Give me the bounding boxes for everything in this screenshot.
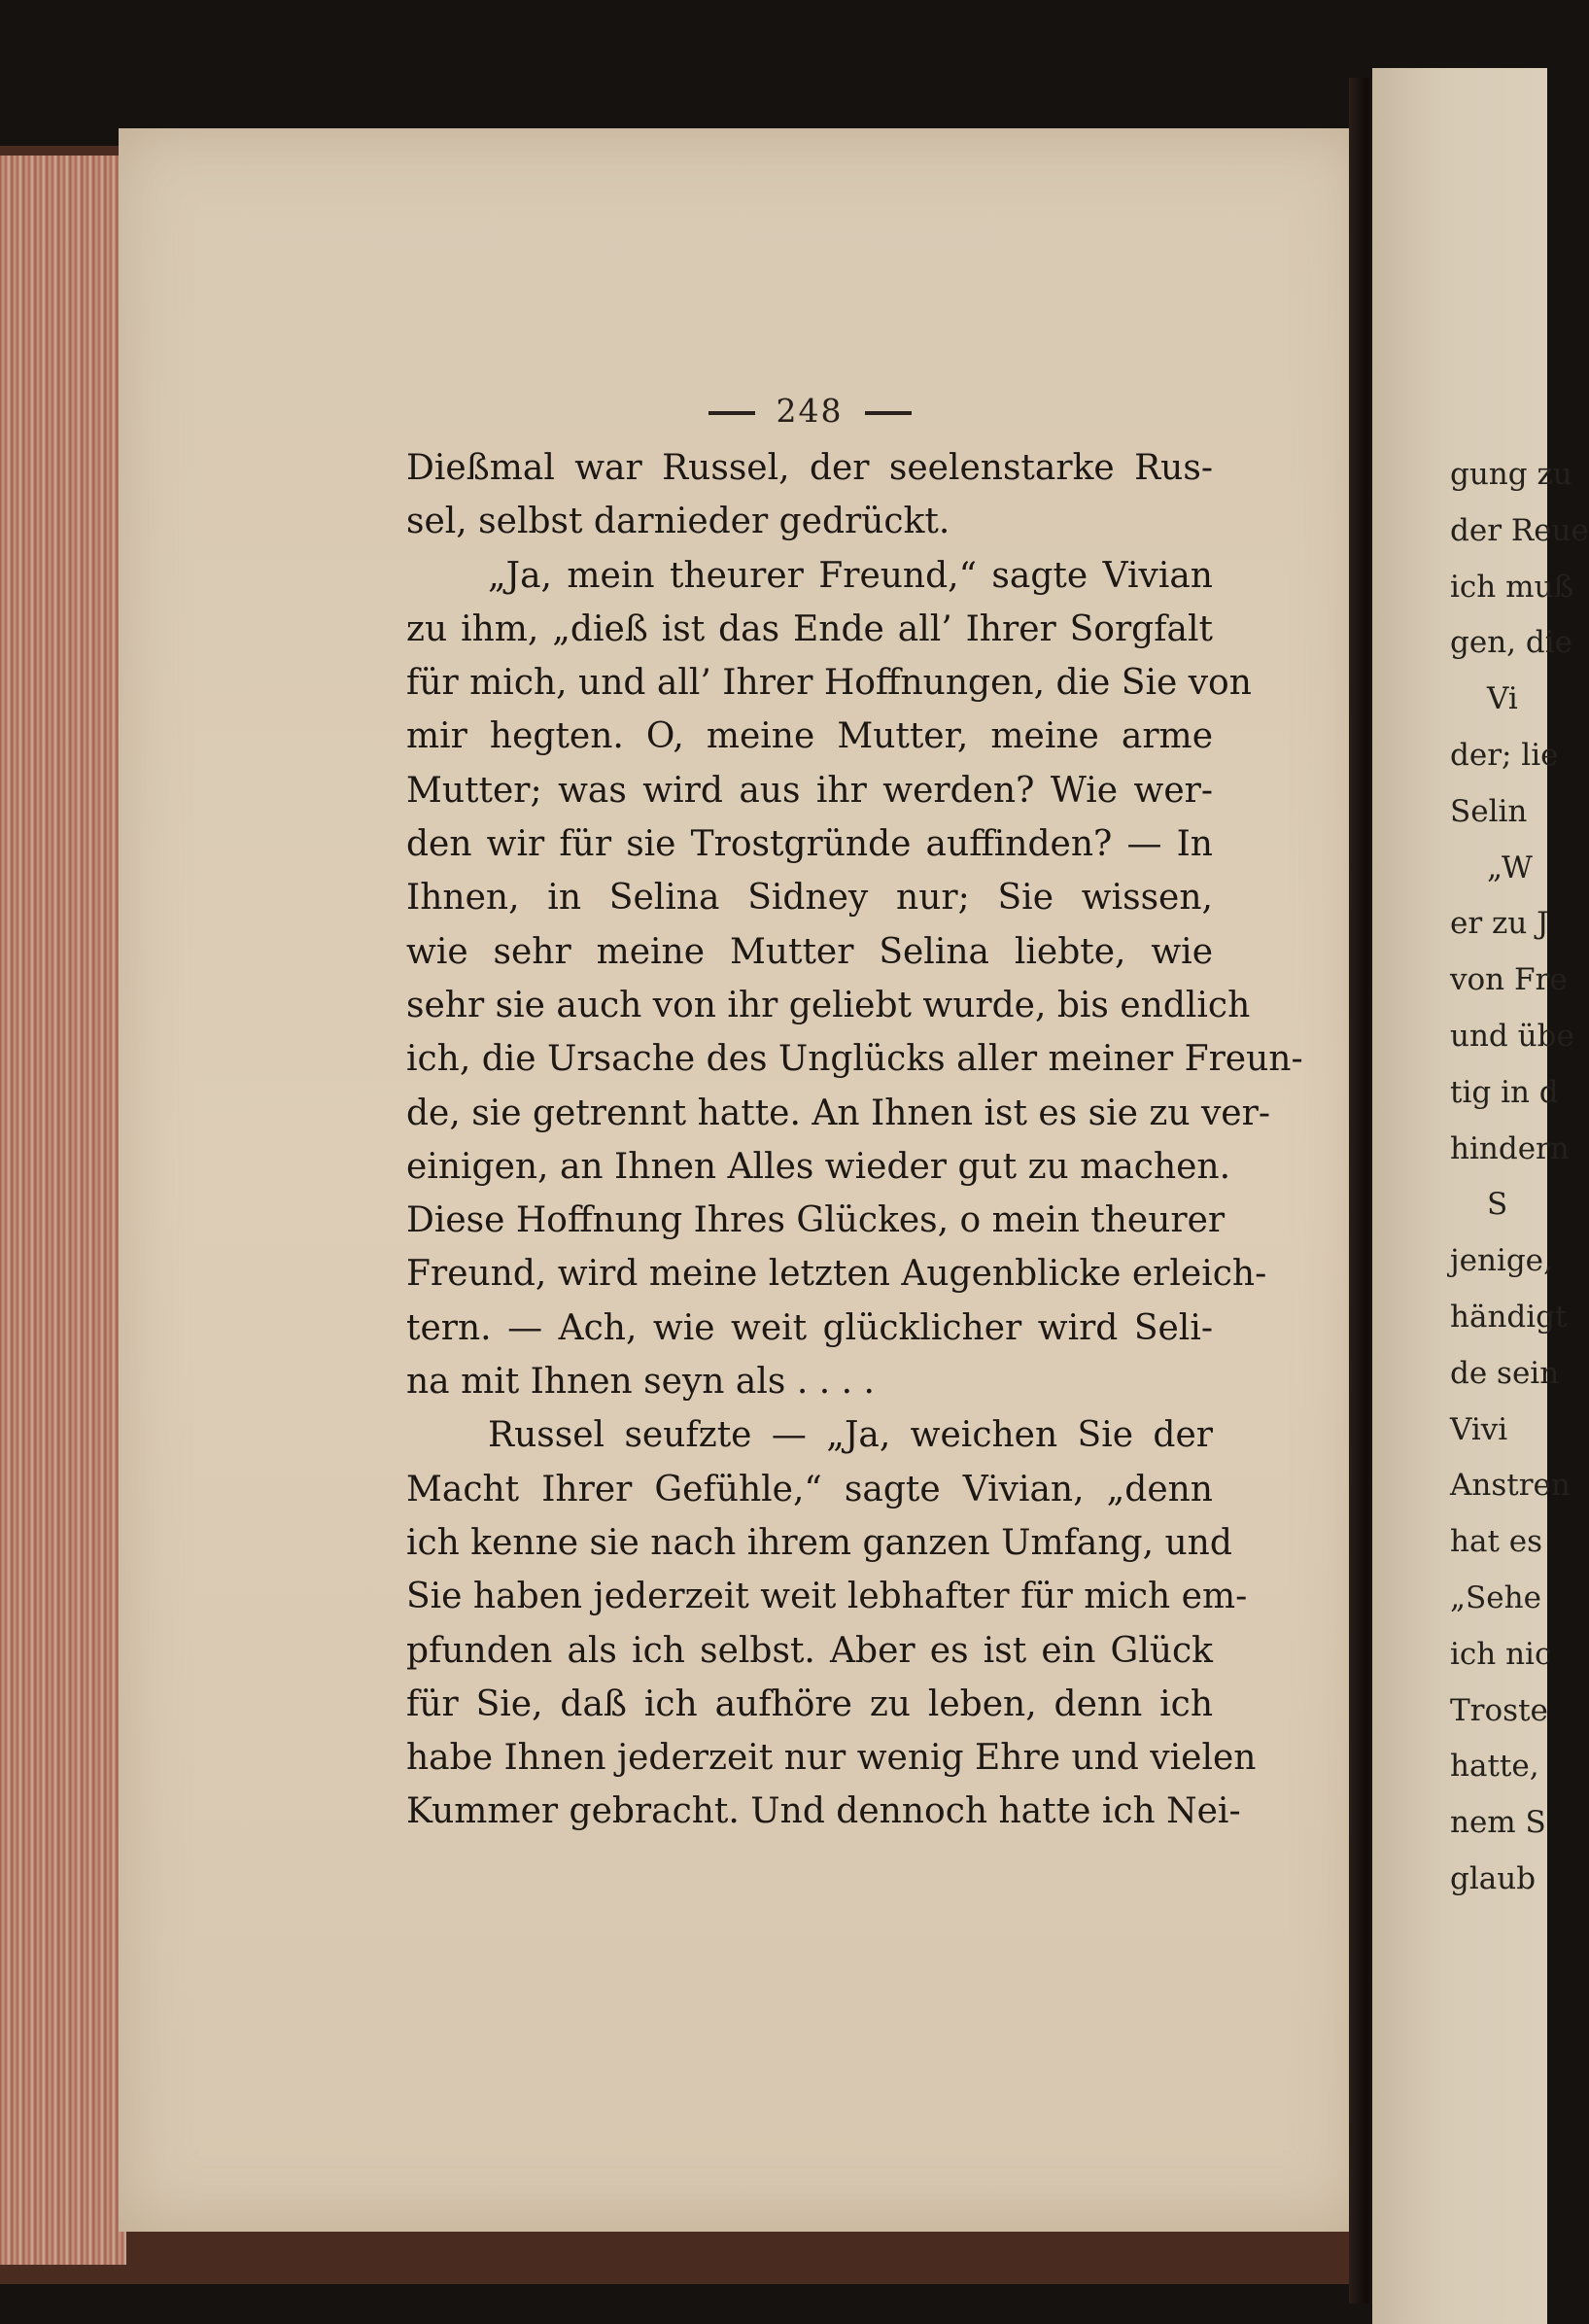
text-line: Freund, wird meine letzten Augenblicke erleich- xyxy=(406,1254,1267,1295)
text-fragment: nem S xyxy=(1450,1805,1546,1841)
text-line: de, sie getrennt hatte. An Ihnen ist es sie zu ver- xyxy=(406,1093,1270,1133)
page-edges xyxy=(0,156,126,2265)
text-fragment: Anstren xyxy=(1450,1468,1571,1504)
text-line: sehr sie auch von ihr geliebt wurde, bis endlich xyxy=(406,985,1251,1025)
text-fragment: und übe xyxy=(1450,1018,1574,1054)
text-line: Mutter; was wird aus ihr werden? Wie wer- xyxy=(406,770,1213,811)
text-fragment: glaub xyxy=(1450,1860,1537,1896)
left-page-text xyxy=(406,389,1303,1839)
text-fragment: „Sehe xyxy=(1450,1579,1541,1615)
right-page-text xyxy=(1450,447,1589,1908)
page-number: 248 xyxy=(776,392,844,430)
text-fragment: jenige, xyxy=(1450,1243,1553,1279)
text-fragment: gen, die xyxy=(1450,625,1572,661)
text-fragment: er zu J xyxy=(1450,906,1549,942)
text-line: na mit Ihnen seyn als . . . . xyxy=(406,1362,875,1403)
text-fragment: hat es xyxy=(1450,1524,1543,1560)
text-fragment: Vi xyxy=(1487,681,1518,717)
text-line: Sie haben jederzeit weit lebhafter für mich em- xyxy=(406,1577,1248,1617)
header-rule-right xyxy=(865,411,912,415)
text-line: ich, die Ursache des Unglücks aller meiner Freun- xyxy=(406,1039,1303,1080)
page-header xyxy=(406,389,1213,434)
text-fragment: von Fre xyxy=(1450,962,1568,998)
text-fragment: händigt xyxy=(1450,1299,1568,1335)
text-fragment: Vivi xyxy=(1450,1411,1508,1447)
text-fragment: ich muß xyxy=(1450,569,1574,605)
text-line: einigen, an Ihnen Alles wieder gut zu machen. xyxy=(406,1146,1231,1187)
text-line: mir hegten. O, meine Mutter, meine arme xyxy=(406,716,1213,757)
text-line: Russel seufzte — „Ja, weichen Sie der xyxy=(488,1415,1213,1456)
text-fragment: de sein xyxy=(1450,1355,1560,1391)
text-line: „Ja, mein theurer Freund,“ sagte Vivian xyxy=(488,555,1213,596)
text-line: für Sie, daß ich aufhöre zu leben, denn ich xyxy=(406,1683,1213,1724)
text-fragment: gung zu xyxy=(1450,457,1572,492)
text-line: Kummer gebracht. Und dennoch hatte ich Nei- xyxy=(406,1791,1241,1832)
header-rule-left xyxy=(708,411,755,415)
text-line: Dießmal war Russel, der seelenstarke Rus- xyxy=(406,448,1213,488)
text-line: Macht Ihrer Gefühle,“ sagte Vivian, „denn xyxy=(406,1469,1213,1509)
text-line: für mich, und all’ Ihrer Hoffnungen, die Sie von xyxy=(406,663,1252,704)
text-line: pfunden als ich selbst. Aber es ist ein Glück xyxy=(406,1630,1213,1671)
text-fragment: ich nic xyxy=(1450,1636,1552,1672)
text-fragment: S xyxy=(1487,1187,1508,1223)
text-fragment: Troste xyxy=(1450,1692,1548,1728)
text-line: wie sehr meine Mutter Selina liebte, wie xyxy=(406,931,1213,972)
text-line: habe Ihnen jederzeit nur wenig Ehre und vielen xyxy=(406,1738,1257,1779)
text-line: ich kenne sie nach ihrem ganzen Umfang, und xyxy=(406,1522,1232,1563)
text-fragment: der; lie xyxy=(1450,737,1559,773)
text-fragment: hindern xyxy=(1450,1130,1570,1166)
text-line: tern. — Ach, wie weit glücklicher wird Seli- xyxy=(406,1307,1213,1348)
text-fragment: tig in d xyxy=(1450,1074,1559,1110)
text-fragment: hatte, xyxy=(1450,1749,1539,1785)
text-line: sel, selbst darnieder gedrückt. xyxy=(406,502,950,542)
text-line: Diese Hoffnung Ihres Glückes, o mein theurer xyxy=(406,1200,1226,1241)
text-line: den wir für sie Trostgründe auffinden? — In xyxy=(406,824,1213,865)
text-fragment: Selin xyxy=(1450,793,1528,829)
text-line: Ihnen, in Selina Sidney nur; Sie wissen, xyxy=(406,878,1213,919)
text-fragment: der Reue xyxy=(1450,512,1589,548)
text-fragment: „W xyxy=(1487,850,1533,885)
text-line: zu ihm, „dieß ist das Ende all’ Ihrer Sorgfalt xyxy=(406,608,1213,649)
